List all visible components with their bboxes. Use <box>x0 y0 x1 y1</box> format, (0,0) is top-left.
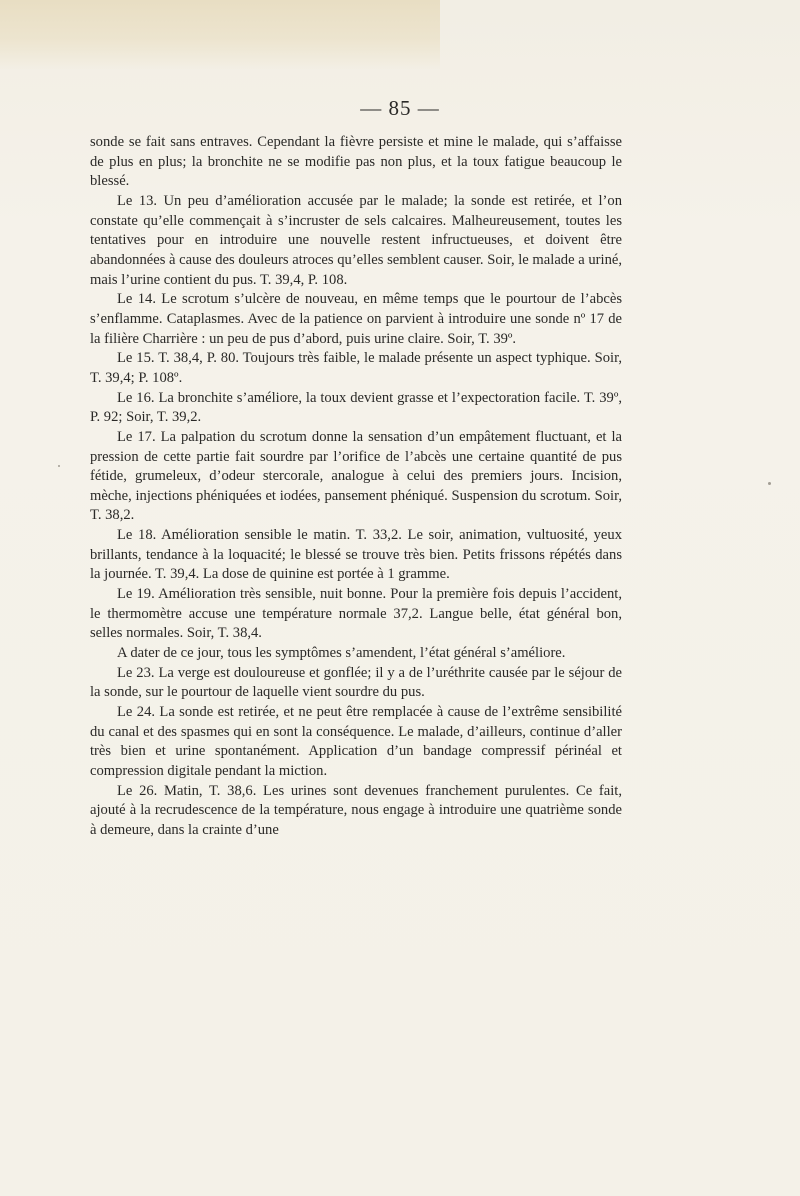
paragraph: Le 19. Amélioration très sensible, nuit bonne. Pour la première fois depuis l’accident, le thermomètre accuse une température normale 37,2. Langue belle, état général bon, selles normales. Soir, T. 38,4. <box>90 586 622 642</box>
paragraph: Le 18. Amélioration sensible le matin. T. 33,2. Le soir, animation, vultuosité, yeux brillants, tendance à la loquacité; le blessé se trouve très bien. Petits frissons répétés dans la journée. T. 39,4. La dose de quinine est portée à 1 gramme. <box>90 527 622 583</box>
paragraph: Le 26. Matin, T. 38,6. Les urines sont devenues franchement purulentes. Ce fait, ajouté à la recrudescence de la température, nous engage à introduire une quatrième sonde à demeure, dans la crainte d’une <box>90 782 622 838</box>
paragraph: Le 13. Un peu d’amélioration accusée par le malade; la sonde est retirée, et l’on constate qu’elle commençait à s’incruster de sels calcaires. Malheureusement, toutes les tentatives pour en introduire une nouvelle restent infructueuses, et doivent être abandonnées à cause des douleurs atroces qu’elles semblent causer. Soir, le malade a uriné, mais l’urine contient du pus. T. 39,4, P. 108. <box>90 192 622 288</box>
paragraph: Le 16. La bronchite s’améliore, la toux devient grasse et l’expectoration facile. T. 39º, P. 92; Soir, T. 39,2. <box>90 389 622 426</box>
paragraph: sonde se fait sans entraves. Cependant la fièvre persiste et mine le malade, qui s’affaisse de plus en plus; la bronchite ne se modifie pas non plus, et la toux fatigue beaucoup le blessé. <box>90 134 622 190</box>
paragraph: Le 14. Le scrotum s’ulcère de nouveau, en même temps que le pourtour de l’abcès s’enflamme. Cataplasmes. Avec de la patience on parvient à introduire une sonde nº 17 de la filière Charrière : un peu de pus d’abord, puis urine claire. Soir, T. 39º. <box>90 291 622 347</box>
paragraph: Le 15. T. 38,4, P. 80. Toujours très faible, le malade présente un aspect typhique. Soir, T. 39,4; P. 108º. <box>90 350 622 386</box>
paragraph: Le 17. La palpation du scrotum donne la sensation d’un empâtement fluctuant, et la pression de cette partie fait sourdre par l’orifice de l’abcès une certaine quantité de pus fétide, grumeleux, d’odeur stercorale, analogue à celui des premiers jours. Incision, mèche, injections phéniquées et iodées, pansement phéniqué. Suspension du scrotum. Soir, T. 38,2. <box>90 428 622 524</box>
page-number: — 85 — <box>360 96 440 120</box>
paper-speck <box>768 482 771 485</box>
paragraph: Le 23. La verge est douloureuse et gonflée; il y a de l’uréthrite causée par le séjour de la sonde, sur le pourtour de laquelle vient sourdre du pus. <box>90 664 622 701</box>
paragraph: A dater de ce jour, tous les symptômes s’amendent, l’état général s’améliore. <box>117 645 566 662</box>
paper-speck <box>58 465 60 467</box>
paragraph: Le 24. La sonde est retirée, et ne peut être remplacée à cause de l’extrême sensibilité du canal et des spasmes qui en sont la conséquence. Le malade, d’ailleurs, continue d’aller très bien et urine spontanément. Application d’un bandage compressif périnéal et compression digitale pendant la miction. <box>90 704 622 779</box>
body-text <box>90 133 622 841</box>
paper-stain <box>0 0 440 70</box>
